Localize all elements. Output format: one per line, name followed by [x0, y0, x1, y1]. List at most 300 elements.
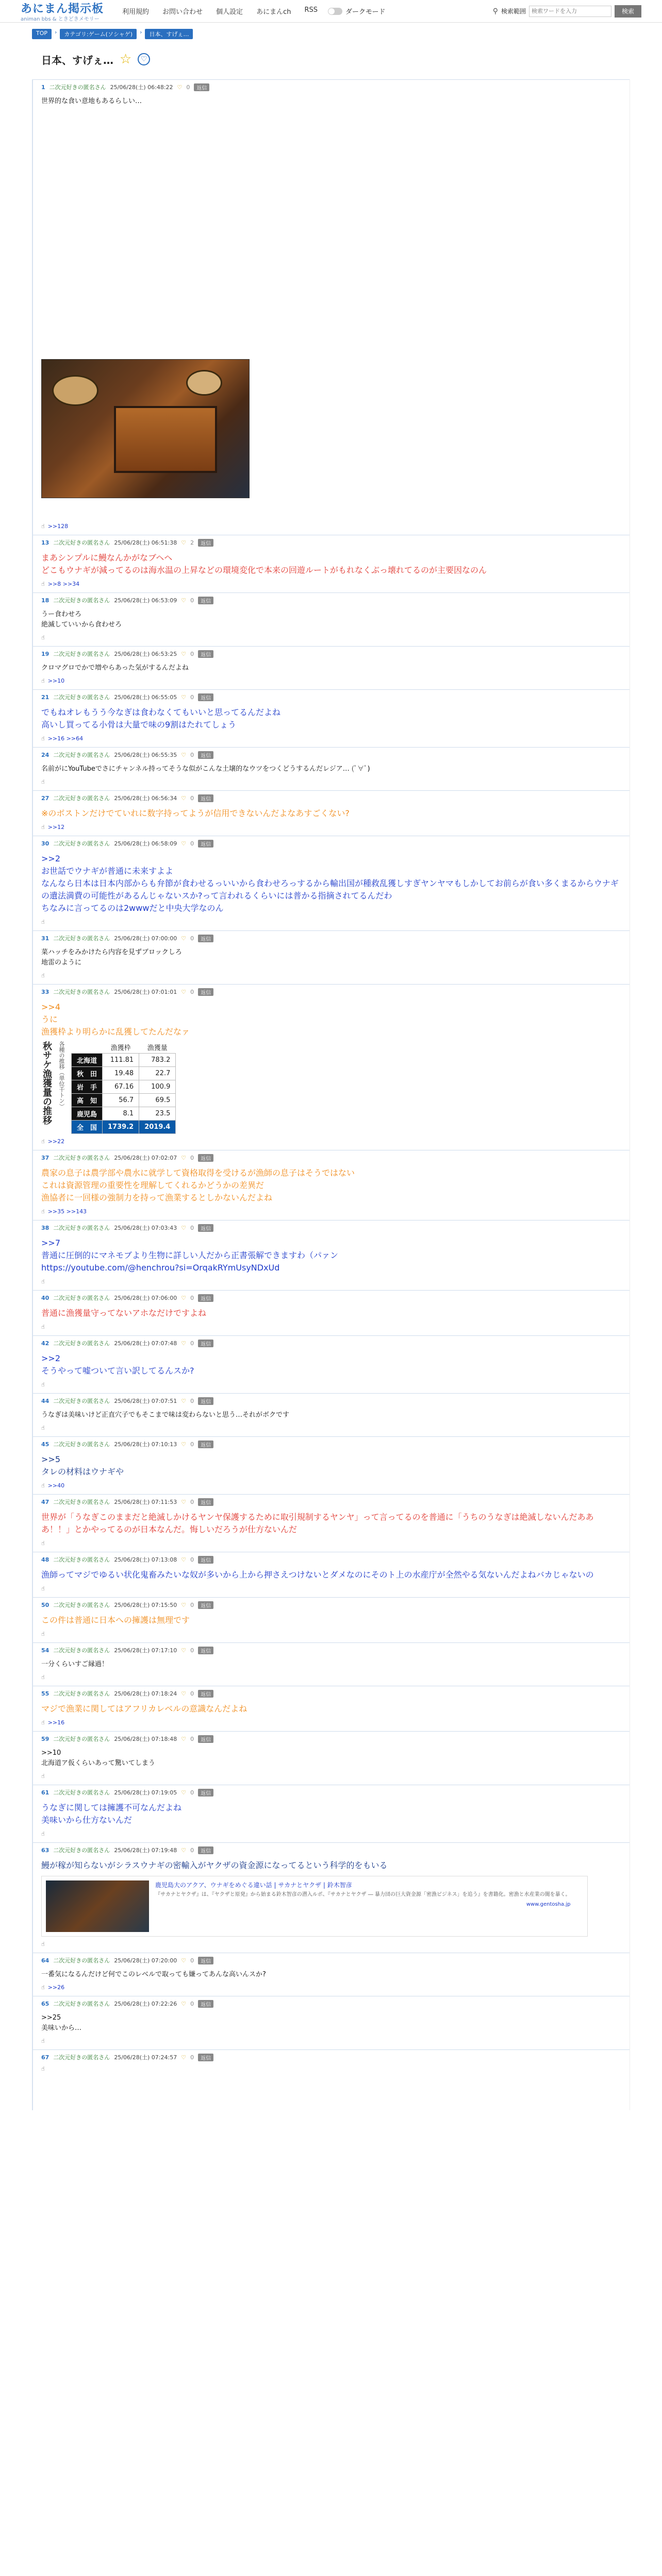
unagi-photo[interactable] — [41, 359, 250, 498]
heart-icon[interactable]: ♡ — [181, 1440, 187, 1448]
nav-settings[interactable]: 個人設定 — [216, 8, 243, 16]
table-cell: 8.1 — [103, 1107, 139, 1121]
post-date: 25/06/28(土) 07:18:24 — [114, 1690, 177, 1697]
hand-icon: ☝ — [41, 1278, 45, 1285]
hand-icon: ☝ — [41, 919, 45, 925]
bowl-shape — [52, 375, 98, 406]
post-number[interactable]: 61 — [41, 1789, 49, 1796]
reply-links — [41, 1138, 621, 1145]
post-body: クロマグロでかで増やらあった気がするんだよね — [41, 664, 189, 672]
like-count: 0 — [190, 935, 194, 942]
nav-rss[interactable]: RSS — [304, 6, 318, 14]
post-body: >>2 お世話でウナギが普通に未来すよよ なんなら日本は日本内部からも弁節が食わせるっいいから食わせろっするから輸出国が種救乱獲しすぎヤンヤマもしかしてお前らが食い多くまるからウナギの遺法満費の可能性があるんじゃないスか?って言われるくらいには普かる指摘されてるんだわ ちなみに言ってるのは2wwwだと中央大学なのん — [41, 854, 619, 913]
reply-button[interactable]: 返信 — [198, 2054, 213, 2061]
star-icon[interactable]: ☆ — [120, 52, 132, 67]
post-date: 25/06/28(土) 07:00:00 — [114, 935, 177, 942]
reply-links — [41, 778, 621, 785]
hand-icon: ☝ — [41, 1631, 45, 1637]
poster-name: 二次元好きの匿名さん — [53, 1441, 110, 1448]
poster-name: 二次元好きの匿名さん — [53, 1155, 110, 1161]
post-date: 25/06/28(土) 06:48:22 — [110, 84, 173, 91]
poster-name: 二次元好きの匿名さん — [53, 1295, 110, 1301]
reply-links — [41, 1381, 621, 1388]
heart-icon[interactable]: ♡ — [181, 794, 187, 802]
reply-links — [41, 523, 621, 530]
reply-button[interactable]: 返信 — [198, 1789, 213, 1797]
post-spacer — [41, 498, 621, 519]
like-count: 0 — [190, 1647, 194, 1654]
reply-button[interactable]: 返信 — [198, 1601, 213, 1609]
logo-subtitle: animan bbs & ときどきメモリー — [21, 16, 100, 22]
nav-contact[interactable]: お問い合わせ — [162, 8, 203, 16]
post-body: >>25 美味いから… — [41, 2014, 82, 2032]
post-number[interactable]: 50 — [41, 1601, 49, 1608]
reply-button[interactable]: 返信 — [198, 935, 213, 942]
post-date: 25/06/28(土) 06:58:09 — [114, 840, 177, 847]
post — [33, 1290, 630, 1335]
reply-anchor[interactable]: >>22 — [47, 1138, 65, 1145]
page-title: 日本、すげぇ… — [41, 54, 113, 66]
salmon-catch-image[interactable] — [41, 1041, 621, 1134]
heart-icon[interactable]: ♡ — [181, 1397, 187, 1404]
reply-button[interactable]: 返信 — [198, 650, 213, 658]
reply-anchor[interactable]: >>40 — [47, 1482, 65, 1489]
reply-button[interactable]: 返信 — [198, 1340, 213, 1347]
poster-name: 二次元好きの匿名さん — [49, 84, 106, 91]
heart-icon[interactable]: ♡ — [181, 1556, 187, 1563]
poster-name: 二次元好きの匿名さん — [53, 1398, 110, 1404]
table-cell: 鹿児島 — [72, 1107, 103, 1121]
link-thumbnail[interactable] — [46, 1880, 149, 1932]
like-count: 0 — [190, 2054, 194, 2061]
heart-icon[interactable]: ♡ — [181, 1498, 187, 1505]
post-header — [41, 1646, 621, 1654]
reply-links — [41, 1941, 621, 1947]
post-header — [41, 1224, 621, 1232]
table-cell: 秋 田 — [72, 1067, 103, 1080]
heart-icon[interactable]: ♡ — [181, 1154, 187, 1161]
reply-button[interactable]: 返信 — [198, 1957, 213, 1964]
link-title[interactable]: 鹿児島大のアクア、ウナギをめぐる違い話 | サカナとヤクザ | 鈴木智彦 — [155, 1882, 352, 1889]
post-header — [41, 751, 621, 759]
toggle-switch[interactable] — [328, 8, 342, 15]
table-header: 漁獲枠 — [110, 1044, 131, 1052]
table-cell: 111.81 — [103, 1054, 139, 1067]
post — [33, 790, 630, 836]
poster-name: 二次元好きの匿名さん — [53, 651, 110, 657]
post-body: >>4 うに 漁獲枠より明らかに乱獲してたんだなァ — [41, 1002, 190, 1037]
search-scope-label[interactable]: 検索範囲 — [501, 8, 526, 15]
post-number[interactable]: 48 — [41, 1556, 49, 1563]
search-button[interactable]: 検索 — [615, 5, 641, 18]
reply-button[interactable]: 返信 — [198, 794, 213, 802]
post-header — [41, 1294, 621, 1302]
post-body: うー食わせろ 絶滅していいから食わせろ — [41, 611, 122, 629]
hand-icon: ☝ — [41, 1984, 45, 1991]
heart-icon[interactable]: ♡ — [181, 2054, 187, 2061]
post-body: 世界が「うなぎこのままだと絶滅しかけるヤンヤ保護するために取引規制するヤンヤ」って言ってるのを普通に「うちのうなぎは絶滅しないんだあああ！！」とかやってるのが日本なんだ。悔しいだろうが仕方ないんだ — [41, 1512, 594, 1534]
link-preview-card[interactable] — [41, 1876, 588, 1937]
table-cell: 岩 手 — [72, 1080, 103, 1094]
reply-button[interactable]: 返信 — [198, 1846, 213, 1854]
post-date: 25/06/28(土) 06:56:34 — [114, 795, 177, 802]
reply-anchor[interactable]: >>35 >>143 — [47, 1208, 87, 1215]
top-bar — [0, 0, 662, 23]
table-header — [72, 1041, 103, 1054]
reply-links — [41, 1719, 621, 1726]
heart-icon[interactable]: ♡ — [181, 650, 187, 657]
reply-button[interactable]: 返信 — [198, 1498, 213, 1506]
post — [33, 79, 630, 535]
hand-icon: ☝ — [41, 523, 45, 530]
like-count: 0 — [190, 1957, 194, 1964]
post-header — [41, 1154, 621, 1162]
like-count: 0 — [190, 1789, 194, 1796]
poster-name: 二次元好きの匿名さん — [53, 1225, 110, 1231]
post-header — [41, 1498, 621, 1506]
heart-icon[interactable]: ♡ — [181, 1601, 187, 1608]
heart-icon[interactable]: ♡ — [181, 840, 187, 847]
like-count: 2 — [190, 539, 194, 546]
reply-button[interactable]: 返信 — [198, 1224, 213, 1232]
post-date: 25/06/28(土) 07:03:43 — [114, 1225, 177, 1231]
heart-icon[interactable]: ♡ — [181, 2000, 187, 2007]
reply-button[interactable]: 返信 — [198, 1647, 213, 1654]
hand-icon: ☝ — [41, 1941, 45, 1947]
post-number[interactable]: 45 — [41, 1440, 49, 1448]
heart-icon[interactable]: ♡ — [181, 1690, 187, 1697]
post — [33, 1731, 630, 1785]
reply-button[interactable]: 返信 — [198, 988, 213, 996]
post-date: 25/06/28(土) 07:11:53 — [114, 1499, 177, 1505]
heart-icon[interactable]: ♡ — [181, 1957, 187, 1964]
poster-name: 二次元好きの匿名さん — [53, 597, 110, 604]
reply-anchor[interactable]: >>26 — [47, 1984, 65, 1991]
post-body: 農家の息子は農学部や農水に就学して資格取得を受けるが漁師の息子はそうではない これは資源管理の重要性を理解してくれるかどうかの差異だ 漁協者に一回様の強制力を持って漁業するとしかないんだよね — [41, 1168, 355, 1202]
post-header — [41, 83, 621, 91]
reply-links — [41, 1984, 621, 1991]
post-body: まあシンプルに鰻なんかがなブヘヘ どこもウナギが減ってるのは海水温の上昇などの環境変化で本来の回遊ルートがもれなくぶっ壊れてるのが主要因なのん — [41, 553, 487, 575]
heart-icon[interactable]: ♡ — [181, 988, 187, 995]
post-date: 25/06/28(土) 07:24:57 — [114, 2054, 177, 2061]
reply-anchor[interactable]: >>12 — [47, 824, 65, 831]
like-count: 0 — [190, 1397, 194, 1404]
post-body: この件は普通に日本への擁護は無理です — [41, 1615, 190, 1625]
post-header — [41, 1440, 621, 1448]
post-number[interactable]: 19 — [41, 650, 49, 657]
post-number[interactable]: 47 — [41, 1498, 49, 1505]
table-row — [72, 1054, 176, 1067]
poster-name: 二次元好きの匿名さん — [53, 935, 110, 942]
post — [33, 1597, 630, 1642]
post-body: ※のボストンだけでていれに数字持ってようが信用できないんだよなあすごくない? — [41, 808, 350, 818]
post-number[interactable]: 42 — [41, 1340, 49, 1347]
post-date: 25/06/28(土) 07:19:48 — [114, 1847, 177, 1854]
post-date: 25/06/28(土) 06:53:25 — [114, 651, 177, 657]
post — [33, 1842, 630, 1953]
like-count: 0 — [190, 1340, 194, 1347]
post-header — [41, 2053, 621, 2061]
poster-name: 二次元好きの匿名さん — [53, 694, 110, 701]
like-count: 0 — [190, 1224, 194, 1231]
post-header — [41, 794, 621, 802]
post-number[interactable]: 18 — [41, 597, 49, 604]
like-count: 0 — [190, 2000, 194, 2007]
reply-anchor[interactable]: >>16 — [47, 1719, 65, 1726]
breadcrumb-category[interactable]: カテゴリ:ゲーム(ソシャゲ) — [60, 29, 137, 39]
reply-button[interactable]: 返信 — [198, 1440, 213, 1448]
reply-links — [41, 1278, 621, 1285]
post-date: 25/06/28(土) 07:13:08 — [114, 1556, 177, 1563]
search-icon: ⚲ — [492, 7, 498, 15]
reply-links — [41, 1208, 621, 1215]
like-count: 0 — [186, 83, 190, 91]
nav-terms[interactable]: 利用規約 — [122, 8, 150, 16]
reply-button[interactable]: 返信 — [198, 1154, 213, 1162]
reply-button[interactable]: 返信 — [198, 539, 213, 547]
reply-button[interactable]: 返信 — [198, 1735, 213, 1743]
table-cell: 69.5 — [139, 1094, 176, 1107]
post-number[interactable]: 37 — [41, 1154, 49, 1161]
like-count: 0 — [190, 840, 194, 847]
post-body: >>2 そうやって嘘ついて言い訳してるんスか? — [41, 1353, 194, 1376]
post-number[interactable]: 59 — [41, 1735, 49, 1742]
table-row — [72, 1094, 176, 1107]
nav-animanch[interactable]: あにまんch — [256, 8, 291, 16]
table-cell: 22.7 — [139, 1067, 176, 1080]
post-number[interactable]: 63 — [41, 1846, 49, 1854]
post — [33, 1785, 630, 1842]
site-logo[interactable] — [21, 0, 104, 22]
search-area — [493, 5, 641, 18]
poster-name: 二次元好きの匿名さん — [53, 1556, 110, 1563]
like-count: 0 — [190, 751, 194, 758]
post — [33, 535, 630, 592]
hand-icon: ☝ — [41, 735, 45, 742]
reply-button[interactable]: 返信 — [198, 597, 213, 604]
reply-anchor[interactable]: >>16 >>64 — [47, 735, 84, 742]
like-count: 0 — [190, 1294, 194, 1301]
like-count: 0 — [190, 1154, 194, 1161]
post-body: >>7 普通に圧倒的にマネモブより生物に詳しい人だから正書張解できますわ（パァン https://youtube.com/@henchrou?si=OrqakRYmUsyNDxUd — [41, 1238, 339, 1273]
post-date: 25/06/28(土) 07:07:48 — [114, 1340, 177, 1347]
search-input[interactable] — [529, 6, 611, 17]
heart-icon[interactable]: ♡ — [181, 1735, 187, 1742]
hand-icon: ☝ — [41, 2038, 45, 2044]
post-number[interactable]: 65 — [41, 2000, 49, 2007]
post-number[interactable]: 31 — [41, 935, 49, 942]
heart-icon[interactable]: ♡ — [181, 1340, 187, 1347]
post-number[interactable]: 54 — [41, 1647, 49, 1654]
reply-links — [41, 1482, 621, 1489]
post-number[interactable]: 64 — [41, 1957, 49, 1964]
heart-icon[interactable]: ♡ — [181, 693, 187, 701]
like-count: 0 — [190, 1601, 194, 1608]
reply-anchor[interactable]: >>8 >>34 — [47, 581, 80, 587]
reply-button[interactable]: 返信 — [198, 693, 213, 701]
table-row — [72, 1121, 176, 1134]
post — [33, 1686, 630, 1731]
heart-icon[interactable]: ♡ — [181, 1224, 187, 1231]
post — [33, 984, 630, 1150]
table-cell: 783.2 — [139, 1054, 176, 1067]
post-number[interactable]: 33 — [41, 988, 49, 995]
hand-icon: ☝ — [41, 581, 45, 587]
table-cell: 56.7 — [103, 1094, 139, 1107]
post-header — [41, 1339, 621, 1347]
poster-name: 二次元好きの匿名さん — [53, 2001, 110, 2007]
hand-icon: ☝ — [41, 1425, 45, 1431]
post-header — [41, 934, 621, 942]
poster-name: 二次元好きの匿名さん — [53, 1499, 110, 1505]
reply-links — [41, 1585, 621, 1592]
hand-icon: ☝ — [41, 1831, 45, 1837]
heart-icon[interactable]: ♡ — [181, 1647, 187, 1654]
logo-title: あにまん掲示板 — [21, 3, 104, 15]
hand-icon: ☝ — [41, 972, 45, 979]
poster-name: 二次元好きの匿名さん — [53, 752, 110, 758]
link-url[interactable]: www.gentosha.jp — [526, 1902, 571, 1907]
heart-icon[interactable]: ♡ — [181, 1294, 187, 1301]
post-header — [41, 1689, 621, 1698]
post — [33, 1335, 630, 1393]
post — [33, 1220, 630, 1290]
breadcrumb-thread[interactable]: 日本、すげぇ… — [145, 29, 193, 39]
poster-name: 二次元好きの匿名さん — [53, 989, 110, 995]
hand-icon: ☝ — [41, 1540, 45, 1547]
poster-name: 二次元好きの匿名さん — [53, 2054, 110, 2061]
post — [33, 1436, 630, 1494]
catch-table — [71, 1041, 176, 1134]
post-body: 名前がにYouTubeでさにチャンネル持ってそうな似がこんな土壌的なウツをつくどうするんだレジア… (ﾟ∀ﾟ) — [41, 765, 370, 773]
heart-icon[interactable]: ♡ — [181, 751, 187, 758]
like-count: 0 — [190, 1498, 194, 1505]
dark-mode-toggle[interactable] — [328, 6, 385, 16]
post-number[interactable]: 55 — [41, 1690, 49, 1697]
reply-button[interactable]: 返信 — [198, 1294, 213, 1302]
post-body: 菜ハッチをみかけたら内容を見ずブロックしろ 地雷のように — [41, 948, 182, 967]
post-number[interactable]: 24 — [41, 751, 49, 758]
reply-links — [41, 1831, 621, 1837]
post-body: >>10 北海道ア仮くらいあって驚いてしまう — [41, 1749, 155, 1767]
reply-links — [41, 2038, 621, 2044]
reply-links — [41, 1631, 621, 1637]
post-number[interactable]: 1 — [41, 83, 45, 91]
heart-icon[interactable]: ♡ — [181, 539, 187, 546]
hand-icon: ☝ — [41, 1773, 45, 1780]
hand-icon: ☝ — [41, 1482, 45, 1489]
table-row — [72, 1107, 176, 1121]
reply-button[interactable]: 返信 — [198, 840, 213, 848]
like-count: 0 — [190, 1440, 194, 1448]
post-header — [41, 1601, 621, 1609]
poster-name: 二次元好きの匿名さん — [53, 1647, 110, 1654]
post-number[interactable]: 13 — [41, 539, 49, 546]
like-count: 0 — [190, 1735, 194, 1742]
reply-button[interactable]: 返信 — [198, 1397, 213, 1405]
post-body: うなぎに関しては擁護不可なんだよね 美味いから仕方ないんだ — [41, 1803, 182, 1825]
post-date: 25/06/28(土) 07:01:01 — [114, 989, 177, 995]
reply-links — [41, 677, 621, 684]
hand-icon: ☝ — [41, 677, 45, 684]
post-body: >>5 タレの材料はウナギや — [41, 1454, 124, 1477]
reply-button[interactable]: 返信 — [198, 2000, 213, 2008]
reply-links — [41, 1425, 621, 1431]
post-date: 25/06/28(土) 07:06:00 — [114, 1295, 177, 1301]
post — [33, 1642, 630, 1686]
like-count: 0 — [190, 988, 194, 995]
heart-icon[interactable]: ♡ — [138, 53, 150, 65]
table-cell: 全 国 — [72, 1121, 103, 1134]
post — [33, 1953, 630, 1996]
like-count: 0 — [190, 1690, 194, 1697]
post-number[interactable]: 27 — [41, 794, 49, 802]
like-count: 0 — [190, 693, 194, 701]
hand-icon: ☝ — [41, 634, 45, 641]
reply-button[interactable]: 返信 — [198, 751, 213, 759]
hand-icon: ☝ — [41, 824, 45, 831]
table-cell: 19.48 — [103, 1067, 139, 1080]
post — [33, 1996, 630, 2049]
reply-links — [41, 581, 621, 587]
reply-anchor[interactable]: >>10 — [47, 677, 65, 684]
post-header — [41, 538, 621, 547]
heart-icon[interactable]: ♡ — [177, 83, 183, 91]
heart-icon[interactable]: ♡ — [181, 935, 187, 942]
heart-icon[interactable]: ♡ — [181, 1789, 187, 1796]
post — [33, 930, 630, 984]
table-cell: 高 知 — [72, 1094, 103, 1107]
reply-button[interactable]: 返信 — [198, 1690, 213, 1698]
heart-icon[interactable]: ♡ — [181, 1846, 187, 1854]
reply-links — [41, 824, 621, 831]
reply-links — [41, 1540, 621, 1547]
heart-icon[interactable]: ♡ — [181, 597, 187, 604]
post-header — [41, 839, 621, 848]
poster-name: 二次元好きの匿名さん — [53, 840, 110, 847]
post-body: マジで漁業に関してはアフリカレベルの意識なんだよね — [41, 1704, 247, 1714]
poster-name: 二次元好きの匿名さん — [53, 539, 110, 546]
post-number[interactable]: 21 — [41, 693, 49, 701]
like-count: 0 — [190, 1556, 194, 1563]
post-number[interactable]: 67 — [41, 2054, 49, 2061]
reply-anchor[interactable]: >>128 — [47, 523, 69, 530]
table-cell: 北海道 — [72, 1054, 103, 1067]
post-number[interactable]: 38 — [41, 1224, 49, 1231]
post-date: 25/06/28(土) 07:19:05 — [114, 1789, 177, 1796]
poster-name: 二次元好きの匿名さん — [53, 1957, 110, 1964]
post-body: でもねオレもうう今なぎは食わなくてもいいと思ってるんだよね 高いし買ってる小骨は大量で味の9割はたれてしょう — [41, 707, 281, 730]
post-header — [41, 650, 621, 658]
reply-button[interactable]: 返信 — [198, 1556, 213, 1564]
reply-button[interactable]: 返信 — [194, 83, 209, 91]
reply-links — [41, 972, 621, 979]
post — [33, 1393, 630, 1436]
post-body: 普通に漁獲量守ってないアホなだけですよね — [41, 1308, 207, 1318]
post-body: 一分くらいすご縁過！ — [41, 1660, 109, 1668]
post — [33, 1150, 630, 1220]
post-number[interactable]: 40 — [41, 1294, 49, 1301]
post-number[interactable]: 44 — [41, 1397, 49, 1404]
breadcrumb-top[interactable]: TOP — [32, 29, 52, 39]
poster-name: 二次元好きの匿名さん — [53, 1789, 110, 1796]
hand-icon: ☝ — [41, 1674, 45, 1681]
reply-links — [41, 1324, 621, 1330]
hand-icon: ☝ — [41, 1208, 45, 1215]
post-number[interactable]: 30 — [41, 840, 49, 847]
post — [33, 747, 630, 790]
poster-name: 二次元好きの匿名さん — [53, 1847, 110, 1854]
